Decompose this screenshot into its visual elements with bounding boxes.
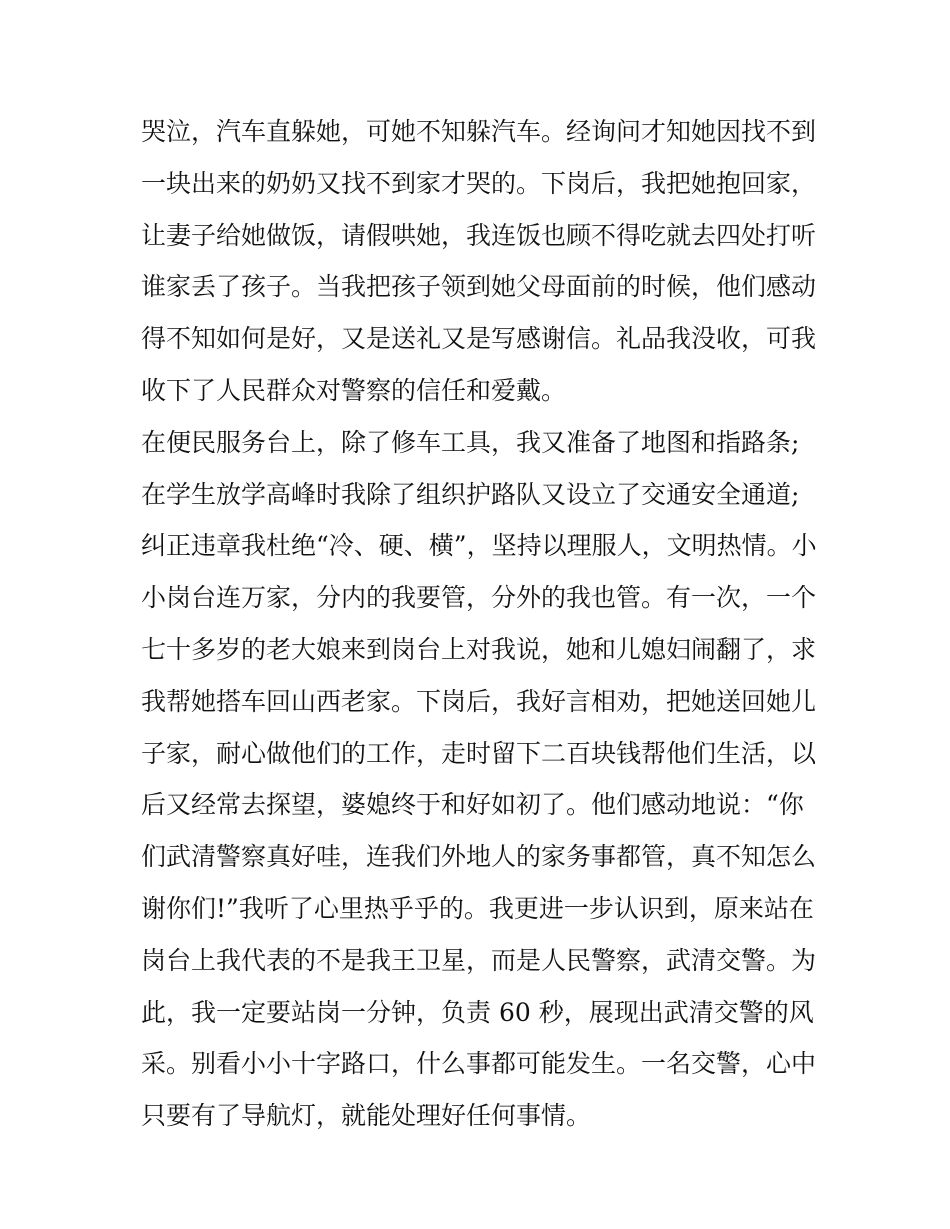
text-line: 谢你们!”我听了心里热乎乎的。我更进一步认识到，原来站在 xyxy=(141,893,814,923)
text-line: 我帮她搭车回山西老家。下岗后，我好言相劝，把她送回她儿 xyxy=(141,686,817,716)
text-line: 谁家丢了孩子。当我把孩子领到她父母面前的时候，他们感动 xyxy=(141,272,817,302)
text-line: 子家，耐心做他们的工作，走时留下二百块钱帮他们生活，以 xyxy=(141,738,817,768)
text-line: 哭泣，汽车直躲她，可她不知躲汽车。经询问才知她因找不到 xyxy=(141,117,817,146)
body-text xyxy=(141,106,821,1142)
text-line: 七十多岁的老大娘来到岗台上对我说，她和儿媳妇闹翻了，求 xyxy=(141,634,817,664)
text-line: 在学生放学高峰时我除了组织护路队又设立了交通安全通道; xyxy=(141,479,800,509)
text-line: 们武清警察真好哇，连我们外地人的家务事都管，真不知怎么 xyxy=(141,842,817,872)
text-line: 让妻子给她做饭，请假哄她，我连饭也顾不得吃就去四处打听 xyxy=(141,220,817,250)
text-line: 纠正违章我杜绝“冷、硬、横”，坚持以理服人，文明热情。小 xyxy=(141,531,817,561)
text-line: 只要有了导航灯，就能处理好任何事情。 xyxy=(141,1101,592,1131)
text-line: 此，我一定要站岗一分钟，负责 60 秒，展现出武清交警的风 xyxy=(141,997,814,1027)
text-line: 得不知如何是好，又是送礼又是写感谢信。礼品我没收，可我 xyxy=(141,324,817,354)
text-line: 采。别看小小十字路口，什么事都可能发生。一名交警，心中 xyxy=(141,1049,817,1079)
text-line: 收下了人民群众对警察的信任和爱戴。 xyxy=(141,375,567,405)
text-line: 岗台上我代表的不是我王卫星，而是人民警察，武清交警。为 xyxy=(141,945,817,975)
text-line: 后又经常去探望，婆媳终于和好如初了。他们感动地说：“你 xyxy=(141,790,804,820)
text-line: 在便民服务台上，除了修车工具，我又准备了地图和指路条; xyxy=(141,427,800,457)
text-line: 一块出来的奶奶又找不到家才哭的。下岗后，我把她抱回家， xyxy=(141,168,817,198)
text-line: 小岗台连万家，分内的我要管，分外的我也管。有一次，一个 xyxy=(141,583,817,613)
